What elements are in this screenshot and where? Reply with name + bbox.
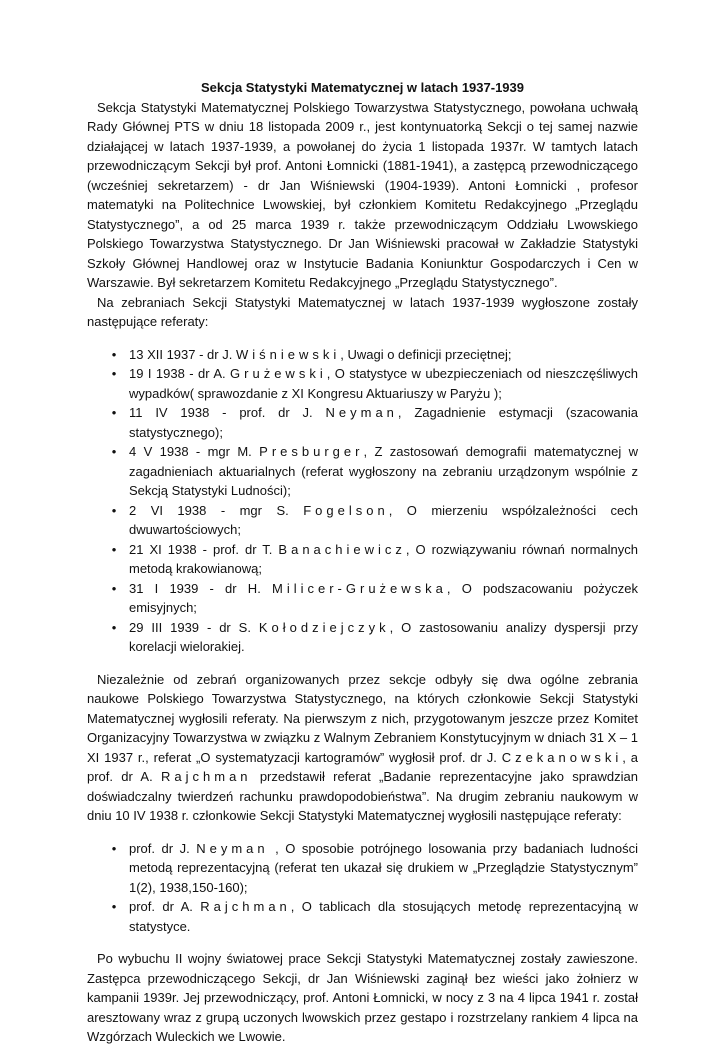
list-item: • 29 III 1939 - dr S. Kołodziejczyk, O zastosowaniu analizy dyspersji przy korelacji wielorakiej. (129, 618, 638, 657)
meeting-lecture-list (87, 839, 638, 937)
paragraph-intro: Sekcja Statystyki Matematycznej Polskiego Towarzystwa Statystycznego, powołana uchwałą Rady Głównej PTS w dniu 18 listopada 2009 r., jest kontynuatorką Sekcji o tej samej nazwie działającej w latach 1937-1939, a powołanej do życia 1 listopada 1937r. W tamtych latach przewodniczącym Sekcji był prof. Antoni Łomnicki (1881-1941), a zastępcą przewodniczącego (wcześniej sekretarzem) - dr Jan Wiśniewski (1904-1939). Antoni Łomnicki , profesor matematyki na Politechnice Lwowskiej, był członkiem Komitetu Redakcyjnego „Przeglądu Statystycznego”, a od 25 marca 1939 r. także przewodniczącym Oddziału Lwowskiego Polskiego Towarzystwa Statystycznego. Dr Jan Wiśniewski pracował w Zakładzie Statystyki Szkoły Głównej Handlowej oraz w Instytucie Badania Koniunktur Gospodarczych i Cen w Warszawie. Był sekretarzem Komitetu Redakcyjnego „Przeglądu Statystycznego”. (87, 99, 638, 290)
list-item: • prof. dr A. Rajchman, O tablicach dla stosujących metodę reprezentacyjną w statystyce. (129, 897, 638, 936)
document-page (87, 78, 638, 1047)
bullet-icon: • (111, 346, 117, 362)
bullet-icon: • (111, 405, 117, 420)
lecture-list (87, 345, 638, 657)
list-item: • 31 I 1939 - dr H. Milicer-Grużewska, O podszacowaniu pożyczek emisyjnych; (129, 579, 638, 618)
bullet-icon: • (111, 580, 117, 596)
paragraph-lectures-intro: Na zebraniach Sekcji Statystyki Matematycznej w latach 1937-1939 wygłoszone zostały następujące referaty: (87, 294, 638, 329)
bullet-icon: • (111, 899, 117, 914)
list-item: • 2 VI 1938 - mgr S. Fogelson, O mierzeniu współzależności cech dwuwartościowych; (129, 501, 638, 540)
bullet-icon: • (111, 444, 117, 459)
list-item: • 13 XII 1937 - dr J. Wiśniewski, Uwagi o definicji przeciętnej; (129, 345, 638, 365)
bullet-icon: • (111, 366, 117, 381)
list-item: • 21 XI 1938 - prof. dr T. Banachiewicz, O rozwiązywaniu równań normalnych metodą krakowianową; (129, 540, 638, 579)
document-title: Sekcja Statystyki Matematycznej w latach 1937-1939 (200, 80, 524, 95)
list-item: • 11 IV 1938 - prof. dr J. Neyman, Zagadnienie estymacji (szacowania statystycznego); (129, 403, 638, 442)
list-item: • 4 V 1938 - mgr M. Presburger, Z zastosowań demografii matematycznej w zagadnieniach aktuarialnych (referat wygłoszony na zebraniu urządzonym wspólnie z Sekcją Statystyki Ludności); (129, 442, 638, 501)
paragraph-wartime: Po wybuchu II wojny światowej prace Sekcji Statystyki Matematycznej zostały zawieszone. Zastępca przewodniczącego Sekcji, dr Jan Wiśniewski zaginął bez wieści jako żołnierz w kampanii 1939r. Jej przewodniczący, prof. Antoni Łomnicki, w nocy z 3 na 4 lipca 1941 r. został aresztowany wraz z grupą uczonych lwowskich przez gestapo i rozstrzelany rankiem 4 lipca na Wzgórzach Wuleckich we Lwowie. (87, 951, 638, 1044)
bullet-icon: • (111, 619, 117, 635)
bullet-icon: • (111, 840, 117, 856)
list-item: • prof. dr J. Neyman , O sposobie potrójnego losowania przy badaniach ludności metodą reprezentacyjną (referat ten ukazał się drukiem w „Przeglądzie Statystycznym” 1(2), 1938,150-160); (129, 839, 638, 898)
paragraph-general-meetings: Niezależnie od zebrań organizowanych przez sekcje odbyły się dwa ogólne zebrania naukowe Polskiego Towarzystwa Statystycznego, na których członkowie Sekcji Statystyki Matematycznej wygłosili referaty. Na pierwszym z nich, przygotowanym jeszcze przez Komitet Organizacyjny Towarzystwa w związku z Walnym Zebraniem Konstytucyjnym w dniach 31 X – 1 XI 1937 r., referat „O systematyzacji kartogramów” wygłosił prof. dr J. Czekanowski, a prof. dr A. Rajchman przedstawił referat „Badanie reprezentacyjne jako sprawdzian doświadczalny twierdzeń rachunku prawdopodobieństwa”. Na drugim zebraniu naukowym w dniu 10 IV 1938 r. członkowie Sekcji Statystyki Matematycznej wygłosili następujące referaty: (87, 671, 638, 823)
bullet-icon: • (111, 541, 117, 557)
bullet-icon: • (111, 502, 117, 518)
list-item: • 19 I 1938 - dr A. Grużewski, O statystyce w ubezpieczeniach od nieszczęśliwych wypadków( sprawozdanie z XI Kongresu Aktuariuszy w Paryżu ); (129, 364, 638, 403)
